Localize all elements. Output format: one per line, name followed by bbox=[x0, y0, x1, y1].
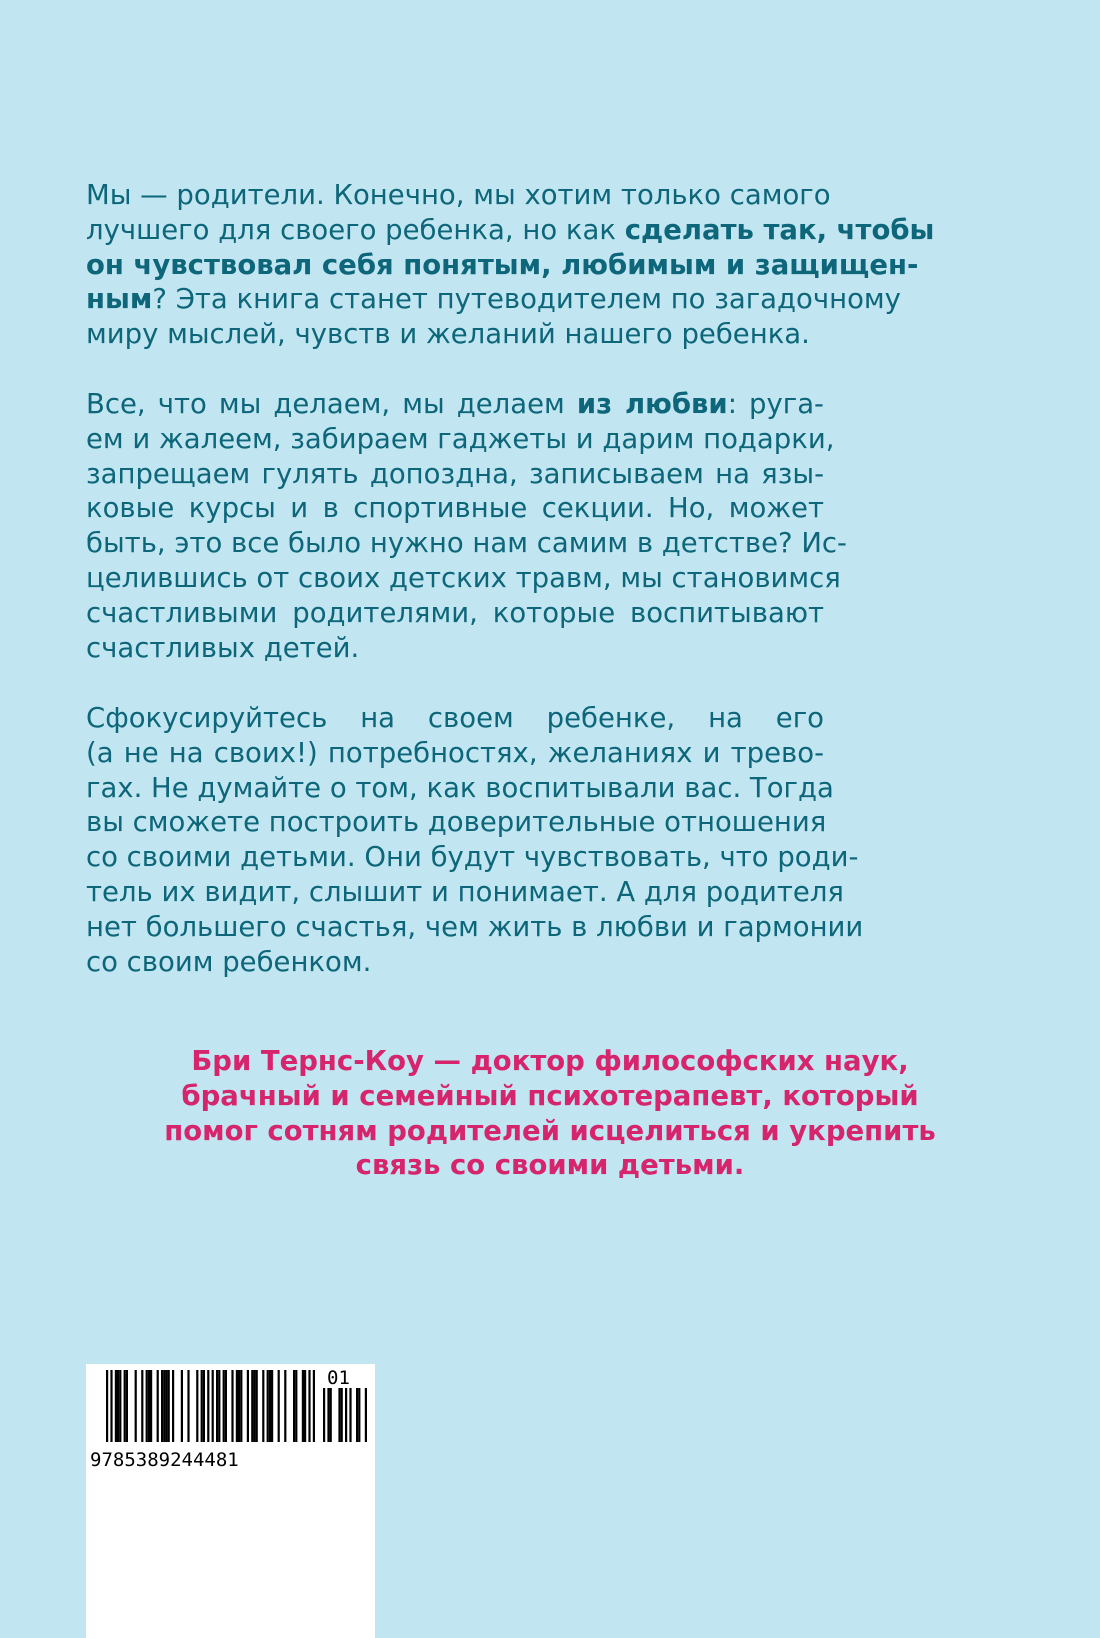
barcode-bar bbox=[295, 1370, 297, 1442]
barcode-bar bbox=[203, 1370, 205, 1442]
barcode-bar bbox=[225, 1370, 227, 1442]
barcode-bar bbox=[253, 1370, 255, 1442]
barcode-addon-bar bbox=[358, 1388, 360, 1442]
barcode-bar bbox=[251, 1370, 253, 1442]
barcode-bar bbox=[302, 1370, 304, 1442]
barcode-number: 9785389244481 bbox=[90, 1449, 239, 1471]
body-text: гах. Не думайте о том, как воспитывали вас. Тогда bbox=[86, 771, 834, 804]
isbn-barcode bbox=[86, 1364, 375, 1638]
barcode-bar bbox=[218, 1370, 220, 1442]
barcode-bar bbox=[313, 1370, 315, 1442]
barcode-addon-number: 01 bbox=[327, 1367, 350, 1389]
body-text: целившись от своих детских травм, мы становимся bbox=[86, 561, 841, 594]
barcode-addon-bar bbox=[341, 1388, 343, 1442]
barcode-bar bbox=[115, 1370, 117, 1442]
barcode-bar bbox=[110, 1370, 112, 1442]
paragraph-line bbox=[86, 248, 919, 283]
barcode-bar bbox=[247, 1370, 249, 1442]
barcode-addon-bar bbox=[365, 1388, 367, 1442]
emphasis-text: он чувствовал себя понятым, любимым и защищен- bbox=[86, 248, 919, 281]
barcode-bar bbox=[124, 1370, 126, 1442]
barcode-bar bbox=[269, 1370, 271, 1442]
paragraph-line bbox=[86, 387, 824, 422]
barcode-bar bbox=[284, 1370, 286, 1442]
body-text: миру мыслей, чувств и желаний нашего ребенка. bbox=[86, 318, 810, 351]
barcode-bar bbox=[223, 1370, 225, 1442]
emphasis-text: сделать так, чтобы bbox=[624, 213, 935, 246]
barcode-bar bbox=[201, 1370, 203, 1442]
emphasis-text: из любви bbox=[576, 388, 728, 420]
barcode-graphic bbox=[86, 1364, 375, 1638]
barcode-bar bbox=[256, 1370, 258, 1442]
author-bio-line: помог сотням родителей исцелиться и укрепить bbox=[164, 1114, 936, 1147]
focus-paragraph bbox=[86, 701, 864, 979]
paragraph-line bbox=[86, 631, 824, 666]
barcode-bar bbox=[148, 1370, 150, 1442]
barcode-addon-bar bbox=[356, 1388, 358, 1442]
barcode-bar bbox=[165, 1370, 167, 1442]
paragraph-line bbox=[86, 491, 824, 526]
barcode-bar bbox=[141, 1370, 143, 1442]
barcode-bar bbox=[278, 1370, 280, 1442]
body-text: : руга- bbox=[727, 388, 824, 420]
author-bio-line: связь со своими детьми. bbox=[355, 1149, 745, 1182]
barcode-addon-bar bbox=[349, 1388, 351, 1442]
barcode-bar bbox=[187, 1370, 189, 1442]
paragraph-line bbox=[86, 805, 827, 840]
barcode-addon-bar bbox=[323, 1388, 325, 1442]
paragraph-line bbox=[86, 736, 824, 771]
paragraph-line bbox=[86, 840, 859, 875]
author-bio bbox=[60, 1044, 1040, 1183]
paragraph-line bbox=[86, 526, 847, 561]
barcode-bar bbox=[106, 1370, 108, 1442]
love-paragraph bbox=[86, 387, 847, 665]
body-text: нет большего счастья, чем жить в любви и гармонии bbox=[86, 910, 864, 943]
body-text: ? Эта книга станет путеводителем по загадочному bbox=[152, 283, 901, 316]
paragraph-line bbox=[86, 596, 824, 631]
paragraph-line bbox=[86, 317, 824, 352]
barcode-bar bbox=[168, 1370, 170, 1442]
barcode-bar bbox=[267, 1370, 269, 1442]
body-text: счастливыми родителями, которые воспитывают bbox=[86, 596, 824, 629]
paragraph-line bbox=[86, 213, 935, 248]
author-bio-line: брачный и семейный психотерапевт, который bbox=[181, 1079, 919, 1112]
barcode-bar bbox=[119, 1370, 121, 1442]
barcode-addon-bar bbox=[338, 1388, 340, 1442]
paragraph-line bbox=[86, 561, 841, 596]
barcode-addon-bar bbox=[327, 1388, 329, 1442]
body-text: лучшего для своего ребенка, но как bbox=[86, 213, 625, 246]
barcode-bar bbox=[271, 1370, 273, 1442]
paragraph-line bbox=[86, 701, 824, 736]
body-text: со своим ребенком. bbox=[86, 945, 372, 978]
barcode-bar bbox=[117, 1370, 119, 1442]
barcode-bar bbox=[304, 1370, 306, 1442]
body-text: со своими детьми. Они будут чувствовать, что роди- bbox=[86, 841, 859, 874]
paragraph-line bbox=[86, 945, 824, 980]
body-text: быть, это все было нужно нам самим в детстве? Ис- bbox=[86, 527, 847, 560]
body-text: (а не на своих!) потребностях, желаниях и трево- bbox=[86, 736, 824, 769]
barcode-bar bbox=[262, 1370, 264, 1442]
barcode-bar bbox=[181, 1370, 183, 1442]
body-text: Все, что мы делаем, мы делаем bbox=[86, 388, 577, 420]
body-text: вы сможете построить доверительные отношения bbox=[86, 806, 827, 839]
paragraph-line bbox=[86, 282, 901, 317]
author-bio-line: Бри Тернс-Коу — доктор философских наук, bbox=[191, 1045, 909, 1077]
barcode-bar bbox=[146, 1370, 148, 1442]
barcode-bar bbox=[236, 1370, 238, 1442]
barcode-bar bbox=[231, 1370, 233, 1442]
barcode-bar bbox=[161, 1370, 163, 1442]
barcode-bar bbox=[135, 1370, 137, 1442]
intro-paragraph bbox=[86, 178, 935, 352]
barcode-bar bbox=[196, 1370, 198, 1442]
barcode-bar bbox=[163, 1370, 165, 1442]
body-text: Мы — родители. Конечно, мы хотим только самого bbox=[86, 179, 831, 211]
body-text: запрещаем гулять допоздна, записываем на язы- bbox=[86, 457, 824, 490]
barcode-bar bbox=[216, 1370, 218, 1442]
paragraph-line bbox=[86, 875, 844, 910]
barcode-bar bbox=[240, 1370, 242, 1442]
body-text: Сфокусируйтесь на своем ребенке, на его bbox=[86, 702, 824, 734]
barcode-addon-bar bbox=[330, 1388, 332, 1442]
emphasis-text: ным bbox=[86, 283, 153, 316]
barcode-bar bbox=[150, 1370, 152, 1442]
paragraph-line bbox=[86, 178, 831, 213]
barcode-bar bbox=[157, 1370, 159, 1442]
body-text: счастливых детей. bbox=[86, 631, 360, 664]
barcode-addon-bar bbox=[345, 1388, 347, 1442]
body-text: ковые курсы и в спортивные секции. Но, может bbox=[86, 492, 824, 525]
barcode-bar bbox=[293, 1370, 295, 1442]
paragraph-line bbox=[86, 910, 864, 945]
barcode-bar bbox=[212, 1370, 214, 1442]
paragraph-line bbox=[86, 422, 835, 457]
body-text: ем и жалеем, забираем гаджеты и дарим подарки, bbox=[86, 422, 835, 455]
barcode-bar bbox=[238, 1370, 240, 1442]
paragraph-line bbox=[86, 457, 824, 492]
barcode-bar bbox=[126, 1370, 128, 1442]
body-text: тель их видит, слышит и понимает. А для родителя bbox=[86, 875, 844, 908]
barcode-bar bbox=[207, 1370, 209, 1442]
barcode-bar bbox=[172, 1370, 174, 1442]
barcode-bar bbox=[308, 1370, 310, 1442]
paragraph-line bbox=[86, 771, 834, 806]
